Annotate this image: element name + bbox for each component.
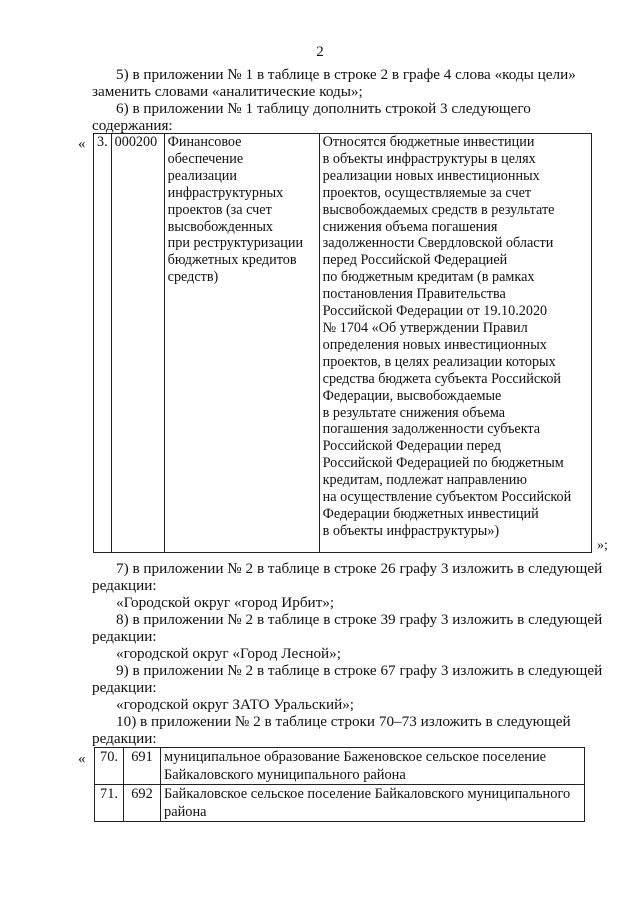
target-description-line: проектов, в целях реализации которых [322, 353, 556, 370]
target-name-line: средств) [167, 269, 219, 286]
target-description [319, 134, 591, 553]
table-row [95, 748, 585, 785]
target-description-line: высвобождаемых средств в результате [322, 201, 555, 218]
target-description-line: снижения объема погашения [322, 218, 498, 235]
item-9: 9) в приложении № 2 в таблице в строке 67 графу 3 изложить в следующей редакции: [92, 662, 603, 696]
page-number: 2 [316, 44, 324, 60]
target-description-line: постановления Правительства [322, 286, 506, 303]
target-description-line: в объекты инфраструктуры») [322, 522, 500, 539]
municipality-name: Байкаловское сельское поселение Байкаловского муниципального района [161, 785, 585, 822]
table-row [94, 134, 592, 553]
target-description-line: определения новых инвестиционных [322, 336, 547, 353]
target-name-line: при реструктуризации [167, 235, 304, 252]
item-6: 6) в приложении № 1 таблицу дополнить строкой 3 следующего содержания: [92, 100, 531, 134]
target-description-line: проектов, осуществляемые за счет [322, 184, 532, 201]
target-description-line: кредитам, подлежат направлению [322, 472, 528, 489]
target-description-line: Федерации, высвобождаемые [322, 387, 502, 404]
target-description-line: Федерации бюджетных инвестиций [322, 505, 539, 522]
target-description-line: в объекты инфраструктуры в целях [322, 150, 536, 167]
target-description-line: задолженности Свердловской области [322, 235, 554, 252]
target-description-line: Российской Федерации перед [322, 438, 501, 455]
municipality-code: 692 [124, 785, 161, 822]
target-name [164, 134, 319, 553]
target-name-line: высвобожденных [167, 218, 273, 235]
item-7-text: «Городской округ «город Ирбит»; [116, 594, 335, 611]
target-description-line: Российской Федерацией по бюджетным [322, 455, 564, 472]
table1-open-quote: « [78, 136, 86, 152]
target-description-line: перед Российской Федерацией [322, 252, 508, 269]
item-5: 5) в приложении № 1 в таблице в строке 2 в графе 4 слова «коды цели» заменить словами «аналитические коды»; [92, 66, 576, 100]
table-row [95, 785, 585, 822]
target-description-line: в результате снижения объема [322, 404, 506, 421]
target-code: 000200 [111, 134, 164, 553]
table-appendix2-rows [94, 747, 585, 822]
target-description-line: реализации новых инвестиционных [322, 167, 540, 184]
item-9-text: «городской округ ЗАТО Уральский»; [116, 696, 355, 713]
municipality-code: 691 [124, 748, 161, 785]
target-description-line: № 1704 «Об утверждении Правил [322, 319, 528, 336]
target-name-line: инфраструктурных [167, 184, 284, 201]
row-number: 3. [94, 134, 112, 553]
target-name-line: реализации [167, 167, 237, 184]
row-number: 71. [95, 785, 124, 822]
target-name-line: Финансовое [167, 134, 242, 150]
item-10: 10) в приложении № 2 в таблице строки 70–73 изложить в следующей редакции: [92, 713, 571, 747]
target-name-line: проектов (за счет [167, 201, 272, 218]
table-appendix1-row3 [93, 133, 592, 553]
item-7: 7) в приложении № 2 в таблице в строке 26 графу 3 изложить в следующей редакции: [92, 560, 603, 594]
municipality-name: муниципальное образование Баженовское сельское поселение Байкаловского муниципального района [161, 748, 585, 785]
item-8: 8) в приложении № 2 в таблице в строке 39 графу 3 изложить в следующей редакции: [92, 611, 603, 645]
target-description-line: на осуществление субъектом Российской [322, 489, 572, 506]
table2-open-quote: « [78, 751, 86, 767]
item-8-text: «городской округ «Город Лесной»; [116, 645, 341, 662]
table1-close-quote: »; [597, 538, 608, 553]
target-description-line: средства бюджета субъекта Российской [322, 370, 562, 387]
target-name-line: обеспечение [167, 150, 244, 167]
target-description-line: погашения задолженности субъекта [322, 421, 541, 438]
row-number: 70. [95, 748, 124, 785]
target-name-line: бюджетных кредитов [167, 252, 297, 269]
target-description-line: Российской Федерации от 19.10.2020 [322, 303, 548, 320]
target-description-line: Относятся бюджетные инвестиции [322, 134, 535, 150]
target-description-line: по бюджетным кредитам (в рамках [322, 269, 535, 286]
